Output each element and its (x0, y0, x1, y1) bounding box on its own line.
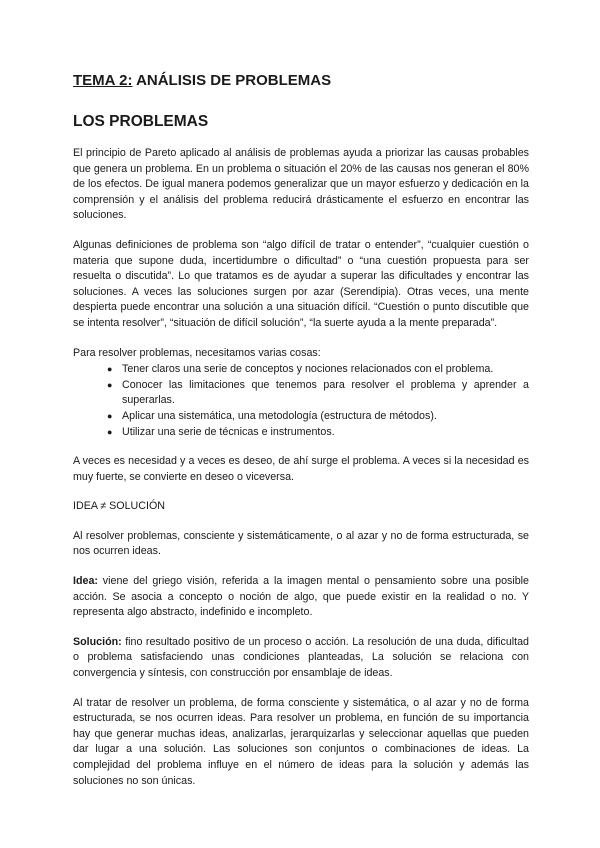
paragraph-necesitamos-intro: Para resolver problemas, necesitamos varias cosas: (73, 346, 321, 359)
section-title: LOS PROBLEMAS (73, 113, 209, 130)
bullet-icon: ● (107, 364, 113, 375)
page-title (73, 72, 529, 90)
idea-definition: viene del griego visión, referida a la imagen mental o pensamiento sobre una posible acción. Se asocia a concepto o noción de algo, que puede existir en la realidad o no. Y representa algo abstracto, indefinido e incompleto. (73, 575, 529, 619)
idea-term: Idea: (73, 575, 98, 588)
list-item-text: Conocer las limitaciones que tenemos para resolver el problema y aprender a superarlas. (122, 378, 529, 407)
paragraph-pareto: El principio de Pareto aplicado al análisis de problemas ayuda a priorizar las causas probables que genera un problema. En un problema o situación el 20% de las causas nos generan el 80% de los efectos. De igual manera podemos generalizar que un mayor esfuerzo y dedicación en la comprensión y el análisis del problema reducirá drásticamente el esfuerzo en encontrar las soluciones. (73, 147, 529, 222)
list-item (107, 425, 529, 441)
paragraph-necesidad: A veces es necesidad y a veces es deseo, de ahí surge el problema. A veces si la necesidad es muy fuerte, se convierte en deseo o viceversa. (73, 455, 529, 483)
bullet-icon: ● (107, 379, 113, 390)
bullet-icon: ● (107, 426, 113, 437)
paragraph-al-resolver: Al resolver problemas, consciente y sistemáticamente, o al azar y no de forma estructurada, se nos ocurren ideas. (73, 529, 529, 558)
needs-list (73, 362, 529, 440)
idea-solucion-line: IDEA ≠ SOLUCIÓN (73, 500, 165, 513)
list-item (107, 378, 529, 409)
tema-label: TEMA 2: (73, 72, 133, 89)
bullet-icon: ● (107, 410, 113, 421)
solucion-term: Solución: (73, 635, 122, 648)
list-item (107, 362, 529, 378)
paragraph-idea (73, 574, 529, 621)
tema-title-text: ANÁLISIS DE PROBLEMAS (132, 72, 332, 89)
paragraph-definiciones: Algunas definiciones de problema son “algo difícil de tratar o entender”, “cualquier cuestión o materia que supone duda, incertidumbre o dificultad” o “una cuestión propuesta para ser resuelta o discutida”. Lo que tratamos es de ayudar a superar las dificultades y encontrar las soluciones. A veces las soluciones surgen por azar (Serendipia). Otras veces, una mente despierta puede encontrar una solución a una situación difícil. “Cuestión o punto discutible que se intenta resolver”, “situación de difícil solución”, “la suerte ayuda a la mente preparada”. (73, 238, 529, 329)
solucion-definition: fino resultado positivo de un proceso o acción. La resolución de una duda, dificultad o problema satisfaciendo unas condiciones planteadas, La solución se relaciona con convergencia y síntesis, con construcción por ensamblaje de ideas. (73, 635, 529, 680)
list-item-text: Utilizar una serie de técnicas e instrumentos. (122, 425, 335, 438)
list-item-text: Aplicar una sistemática, una metodología (estructura de métodos). (122, 409, 437, 422)
paragraph-al-tratar: Al tratar de resolver un problema, de forma consciente y sistemática, o al azar y no de forma estructurada, se nos ocurren ideas. Para resolver un problema, en función de su importancia hay que generar muchas ideas, analizarlas, jerarquizarlas y seleccionar aquellas que pueden dar lugar a una solución. Las soluciones son conjuntos o combinaciones de ideas. La complejidad del problema influye en el número de ideas para la solución y además las soluciones no son únicas. (73, 696, 529, 787)
list-item-text: Tener claros una serie de conceptos y nociones relacionados con el problema. (122, 363, 494, 376)
paragraph-solucion (73, 635, 529, 682)
list-item (107, 409, 529, 425)
